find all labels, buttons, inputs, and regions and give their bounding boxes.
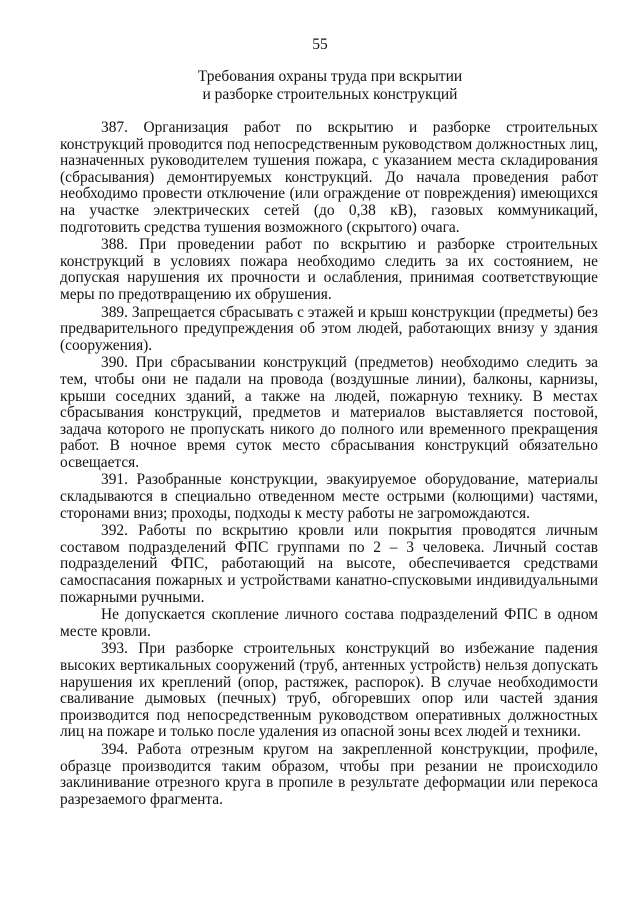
paragraph-389: 389. Запрещается сбрасывать с этажей и крыш конструкции (предметы) без предварительного предупреждения об этом людей, работающих внизу у здания (сооружения). bbox=[60, 303, 598, 354]
section-title-line-1: Требования охраны труда при вскрытии bbox=[197, 68, 463, 85]
paragraph-387: 387. Организация работ по вскрытию и разборке строительных конструкций проводится под непосредственным руководством должностных лиц, назначенных руководителем тушения пожара, с указанием места складирования (сбрасывания) демонтируемых конструкций. До начала проведения работ необходимо провести отключение (или ограждение от повреждения) имеющихся на участке электрических сетей (до 0,38 кВ), газовых коммуникаций, подготовить средства тушения возможного (скрытого) очага. bbox=[60, 119, 598, 236]
paragraph-394: 394. Работа отрезным кругом на закрепленной конструкции, профиле, образце производится таким образом, чтобы при резании не происходило заклинивание отрезного круга в пропиле в результате деформации или перекоса разрезаемого фрагмента. bbox=[60, 740, 598, 808]
paragraph-393: 393. При разборке строительных конструкций во избежание падения высоких вертикальных сооружений (труб, антенных устройств) нельзя допускать нарушения их креплений (опор, растяжек, распорок). В случае необходимости сваливание дымовых (печных) труб, обгоревших опор или частей здания производится под непосредственным руководством оперативных должностных лиц на пожаре и только после удаления из опасной зоны всех людей и техники. bbox=[60, 640, 598, 741]
paragraph-388: 388. При проведении работ по вскрытию и разборке строительных конструкций в условиях пожара необходимо следить за их состоянием, не допуская нарушения их прочности и ослабления, принимая соответствующие меры по предотвращению их обрушения. bbox=[60, 236, 598, 303]
section-title bbox=[60, 68, 600, 104]
paragraph-392-note: Не допускается скопление личного состава подразделений ФПС в одном месте кровли. bbox=[60, 606, 598, 640]
section-title-line-2: и разборке строительных конструкций bbox=[202, 86, 458, 103]
paragraph-391: 391. Разобранные конструкции, эвакуируемое оборудование, материалы складываются в специально отведенном месте острыми (колющими) частями, сторонами вниз; проходы, подходы к месту работы не загромождаются. bbox=[60, 471, 598, 522]
paragraph-392: 392. Работы по вскрытию кровли или покрытия проводятся личным составом подразделений ФПС группами по 2 – 3 человека. Личный состав подразделений ФПС, работающий на высоте, обеспечивается средствами самоспасания пожарных и устройствами канатно-спусковыми индивидуальными пожарными ручными. bbox=[60, 522, 598, 606]
page-number: 55 bbox=[312, 36, 328, 53]
paragraph-390: 390. При сбрасывании конструкций (предметов) необходимо следить за тем, чтобы они не падали на провода (воздушные линии), балконы, карнизы, крыши соседних зданий, а также на людей, пожарную технику. В местах сбрасывания конструкций, предметов и материалов выставляется постовой, задача которого не пропускать никого до полного или временного прекращения работ. В ночное время суток место сбрасывания конструкций обязательно освещается. bbox=[60, 354, 598, 471]
document-body bbox=[60, 120, 598, 808]
